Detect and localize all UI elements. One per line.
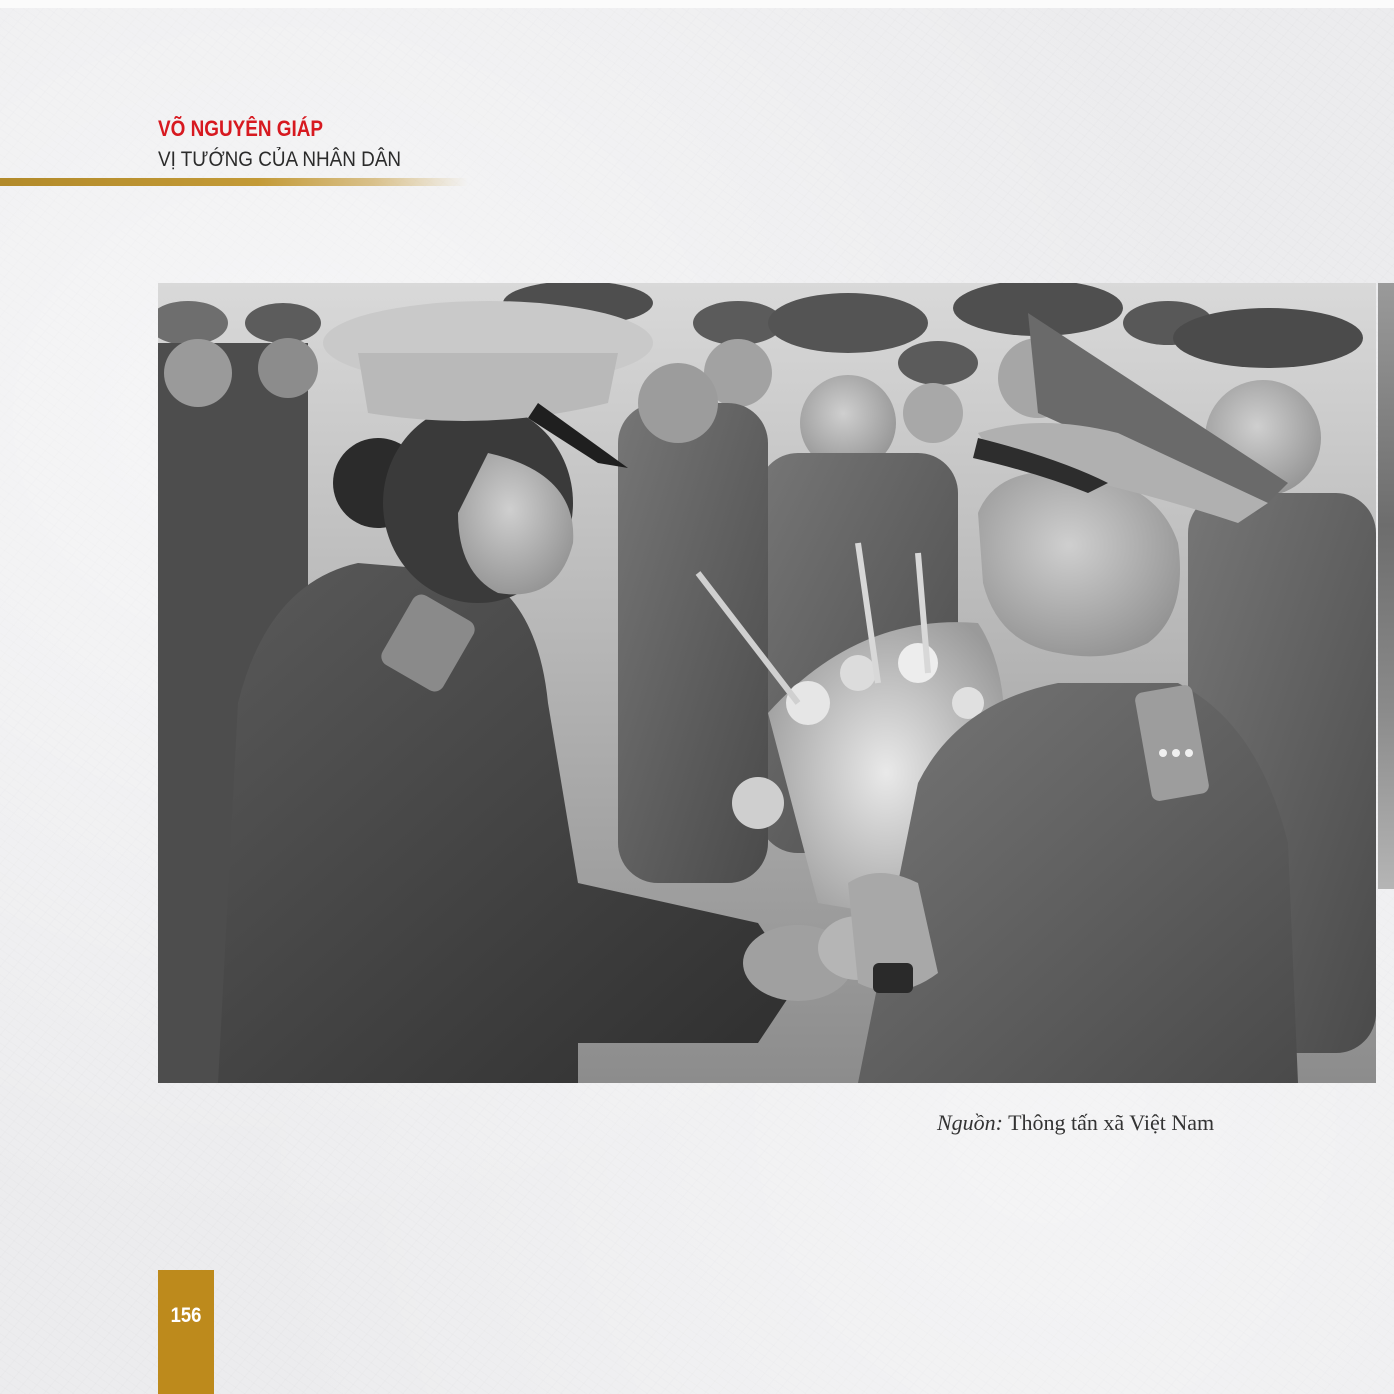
caption-source: Thông tấn xã Việt Nam	[1008, 1110, 1215, 1135]
page-number-badge	[158, 1270, 214, 1394]
caption-label: Nguồn:	[937, 1110, 1003, 1135]
photo-illustration	[158, 283, 1376, 1083]
adjacent-photo-edge	[1378, 283, 1394, 889]
header-rule	[0, 178, 468, 186]
photo-caption	[937, 1110, 1214, 1136]
book-title: VÕ NGUYÊN GIÁP	[158, 116, 324, 141]
page-top-edge	[0, 0, 1394, 8]
page-number: 156	[170, 1304, 202, 1327]
historical-photo	[158, 283, 1376, 1083]
book-subtitle: VỊ TƯỚNG CỦA NHÂN DÂN	[158, 148, 402, 171]
